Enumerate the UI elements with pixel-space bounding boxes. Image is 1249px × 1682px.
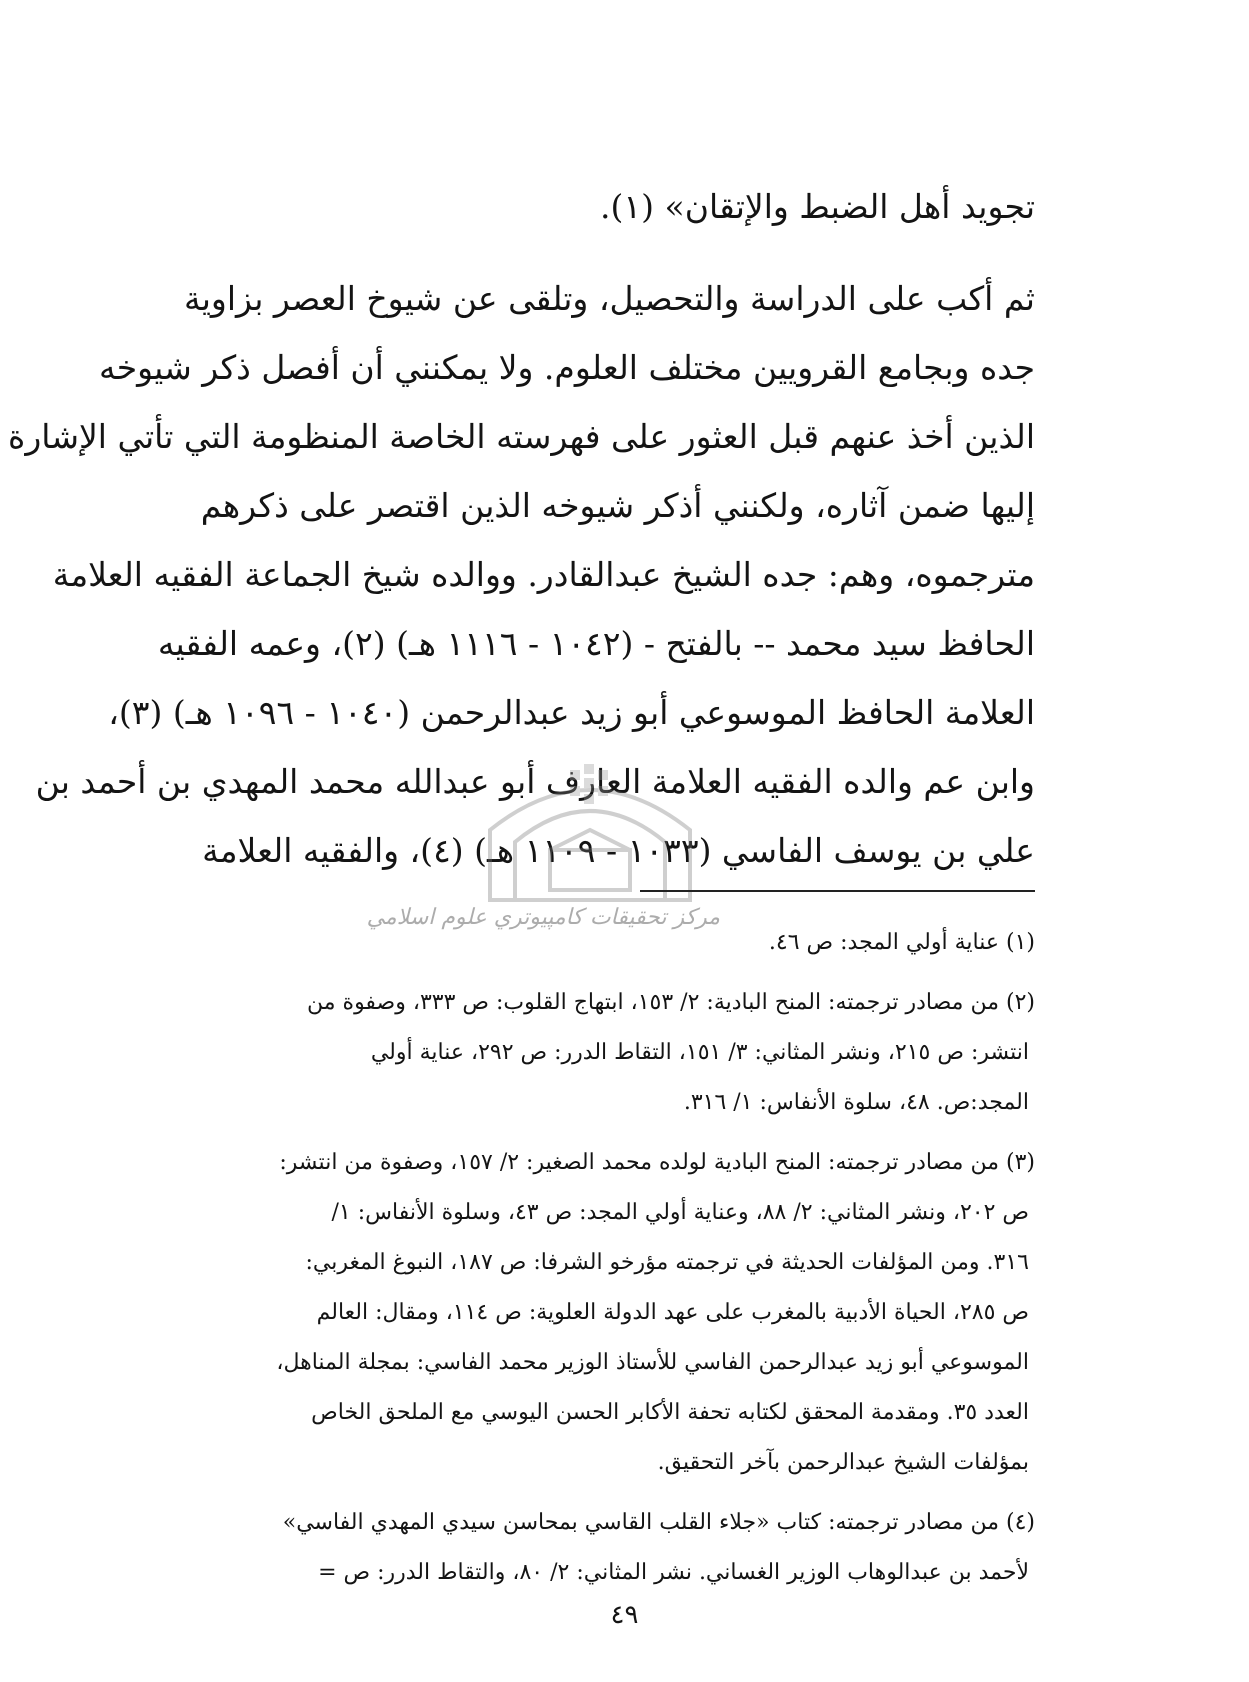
main-text-line: مترجموه، وهم: جده الشيخ عبدالقادر. ووالده شيخ الجماعة الفقيه العلامة [52,555,1035,594]
watermark-logo-icon [470,760,710,910]
footnote-line: انتشر: ص ٢١٥، ونشر المثاني: ٣/ ١٥١، التقاط الدرر: ص ٢٩٢، عناية أولي [370,1040,1029,1065]
footnote-line: (٤) من مصادر ترجمته: كتاب «جلاء القلب القاسي بمحاسن سيدي المهدي الفاسي» [282,1510,1035,1535]
page-number: ٤٩ [610,1600,639,1630]
footnote-line: (٣) من مصادر ترجمته: المنح البادية لولده محمد الصغير: ٢/ ١٥٧، وصفوة من انتشر: [279,1150,1035,1175]
footnote-line: ص ٢٠٢، ونشر المثاني: ٢/ ٨٨، وعناية أولي المجد: ص ٤٣، وسلوة الأنفاس: ١/ [331,1200,1029,1225]
footnote-line: الموسوعي أبو زيد عبدالرحمن الفاسي للأستاذ الوزير محمد الفاسي: بمجلة المناهل، [276,1350,1029,1375]
footnote-line: لأحمد بن عبدالوهاب الوزير الغساني. نشر المثاني: ٢/ ٨٠، والتقاط الدرر: ص = [318,1560,1029,1585]
main-text-line: وابن عم والده الفقيه العلامة العارف أبو عبدالله محمد المهدي بن أحمد بن [35,762,1035,801]
footnote-line: (٢) من مصادر ترجمته: المنح البادية: ٢/ ١٥٣، ابتهاج القلوب: ص ٣٣٣، وصفوة من [307,990,1035,1015]
main-text-line: ثم أكب على الدراسة والتحصيل، وتلقى عن شيوخ العصر بزاوية [184,279,1035,318]
footnote-line: بمؤلفات الشيخ عبدالرحمن بآخر التحقيق. [657,1450,1029,1475]
footnote-line: العدد ٣٥. ومقدمة المحقق لكتابه تحفة الأكابر الحسن اليوسي مع الملحق الخاص [311,1400,1029,1425]
main-text-line: العلامة الحافظ الموسوعي أبو زيد عبدالرحمن (١٠٤٠ - ١٠٩٦ هـ) (٣)، [108,693,1035,732]
main-text-line: الذين أخذ عنهم قبل العثور على فهرسته الخاصة المنظومة التي تأتي الإشارة [8,417,1035,456]
footnotes [155,918,1035,1598]
main-text-line: الحافظ سيد محمد -- بالفتح - (١٠٤٢ - ١١١٦ هـ) (٢)، وعمه الفقيه [157,624,1035,663]
footnote-divider [640,890,1035,892]
main-text-line: علي بن يوسف الفاسي (١٠٣٣ - ١١٠٩ هـ) (٤)، والفقيه العلامة [202,831,1035,870]
main-text-line: تجويد أهل الضبط والإتقان» (١). [600,187,1035,226]
footnote-line: المجد:ص. ٤٨، سلوة الأنفاس: ١/ ٣١٦. [683,1090,1029,1115]
footnote-line: ٣١٦. ومن المؤلفات الحديثة في ترجمته مؤرخو الشرفا: ص ١٨٧، النبوغ المغربي: [305,1250,1029,1275]
main-text-line: جده وبجامع القرويين مختلف العلوم. ولا يمكنني أن أفصل ذكر شيوخه [99,348,1035,387]
main-text-line: إليها ضمن آثاره، ولكنني أذكر شيوخه الذين اقتصر على ذكرهم [200,486,1035,525]
watermark-text: مركز تحقيقات كامپيوتري علوم اسلامي [366,905,720,930]
footnote-line: ص ٢٨٥، الحياة الأدبية بالمغرب على عهد الدولة العلوية: ص ١١٤، ومقال: العالم [316,1300,1029,1325]
footnote-line: (١) عناية أولي المجد: ص ٤٦. [768,930,1035,955]
